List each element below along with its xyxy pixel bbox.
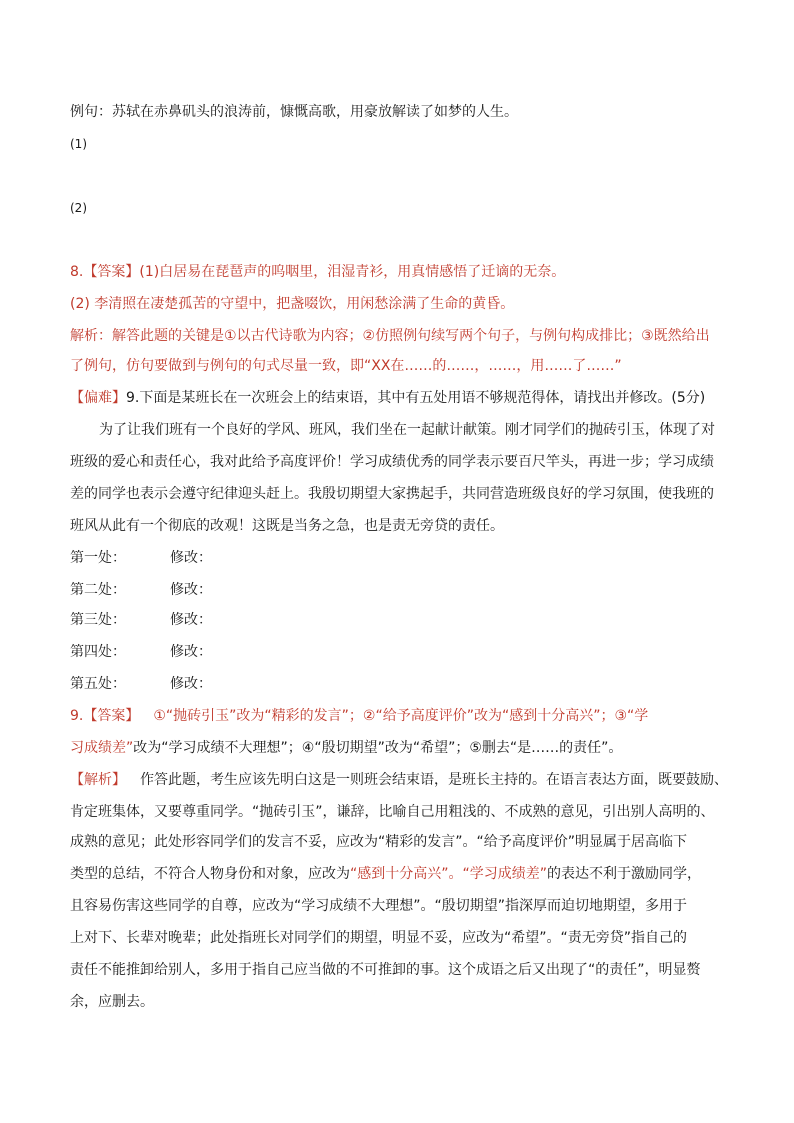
answer-9-label: 9.【答案】 [70,708,140,724]
answer-8-line-1 [70,262,565,282]
passage-line-1: 为了让我们班有一个良好的学风、班风，我们坐在一起献计献策。刚才同学们的抛砖引玉，体现了对 [99,422,715,438]
analysis-text-4c: “学习成绩差” [462,866,548,882]
fix-label: 修改： [170,676,212,692]
answer-8-label: 8.【答案】 [70,264,140,280]
analysis-line-2: 肯定班集体，又要尊重同学。“抛砖引玉”，谦辞，比喻自己用粗浅的、不成熟的意见，引出别人高明的、 [70,804,715,820]
answer-8-analysis-1: 解析：解答此题的关键是①以古代诗歌为内容；②仿照例句续写两个句子，与例句构成排比；③既然给出 [70,328,710,344]
analysis-text-4a: 类型的总结，不符合人物身份和对象，应改为 [70,866,350,882]
answer-row-4 [70,642,212,662]
answer-8-text-1: (1)白居易在琵琶声的呜咽里，泪湿青衫，用真情感悟了迁谪的无奈。 [139,264,566,280]
analysis-text-4b: “感到十分高兴”。 [350,866,463,882]
blank-1: (1) [70,137,87,151]
fix-label: 修改： [170,644,212,660]
analysis-text-4d: 的表达不利于激励同学， [547,866,702,882]
answer-9-text-2b: 改为“学习成绩不大理想”；④“殷切期望”改为“希望”；⑤删去“是……的责任”。 [133,740,623,756]
question-9-title: 9.下面是某班长在一次班会上的结束语，其中有五处用语不够规范得体，请找出并修改。(5分) [126,390,706,406]
place-label: 第四处： [70,644,126,660]
place-label: 第五处： [70,676,126,692]
analysis-text-1: 作答此题，考生应该先明白这是一则班会结束语，是班长主持的。在语言表达方面，既要鼓励、 [140,772,728,788]
analysis-line-1 [70,770,728,790]
place-label: 第二处： [70,582,126,598]
analysis-line-7: 责任不能推卸给别人，多用于指自己应当做的不可推卸的事。这个成语之后又出现了“的责任”，明显赘 [70,962,701,978]
analysis-line-6: 上对下、长辈对晚辈；此处指班长对同学们的期望，明显不妥，应改为“希望”。“责无旁贷”指自己的 [70,930,688,946]
fix-label: 修改： [170,612,212,628]
fix-label: 修改： [170,582,212,598]
analysis-line-3: 成熟的意见；此处形容同学们的发言不妥，应改为“精彩的发言”。“给予高度评价”明显属于居高临下 [70,834,688,850]
answer-9-line-1 [70,706,648,726]
answer-row-2 [70,580,212,600]
passage-line-3: 差的同学也表示会遵守纪律迎头赶上。我殷切期望大家携起手，共同营造班级良好的学习氛围，使我班的 [70,486,714,502]
difficulty-tag: 【偏难】 [70,390,126,406]
question-9-title-line [70,388,705,408]
place-label: 第三处： [70,612,126,628]
answer-9-text-1: ①“抛砖引玉”改为“精彩的发言”；②“给予高度评价”改为“感到十分高兴”；③“学 [153,708,649,724]
answer-9-text-2a: 习成绩差” [70,740,134,756]
analysis-line-8: 余，应删去。 [70,994,154,1010]
place-label: 第一处： [70,550,126,566]
blank-2: (2) [70,201,87,215]
answer-8-line-2: (2) 李清照在凄楚孤苦的守望中，把盏啜饮，用闲愁涂满了生命的黄昏。 [70,296,515,312]
answer-9-line-2 [70,738,622,758]
fix-label: 修改： [170,550,212,566]
analysis-line-5: 且容易伤害这些同学的自尊，应改为“学习成绩不大理想”。“殷切期望”指深厚而迫切地期望，多用于 [70,898,688,914]
passage-line-4: 班风从此有一个彻底的改观！这既是当务之急，也是责无旁贷的责任。 [70,518,504,534]
answer-row-3 [70,610,212,630]
answer-row-1 [70,548,212,568]
analysis-label: 【解析】 [70,772,126,788]
analysis-line-4 [70,864,701,884]
passage-line-2: 班级的爱心和责任心，我对此给予高度评价！学习成绩优秀的同学表示要百尺竿头，再进一步；学习成绩 [70,454,714,470]
example-sentence: 例句：苏轼在赤鼻矶头的浪涛前，慷慨高歌，用豪放解读了如梦的人生。 [70,104,518,120]
answer-8-analysis-2: 了例句，仿句要做到与例句的句式尽量一致，即“XX在……的……，……，用……了……” [70,358,622,374]
answer-row-5 [70,674,212,694]
